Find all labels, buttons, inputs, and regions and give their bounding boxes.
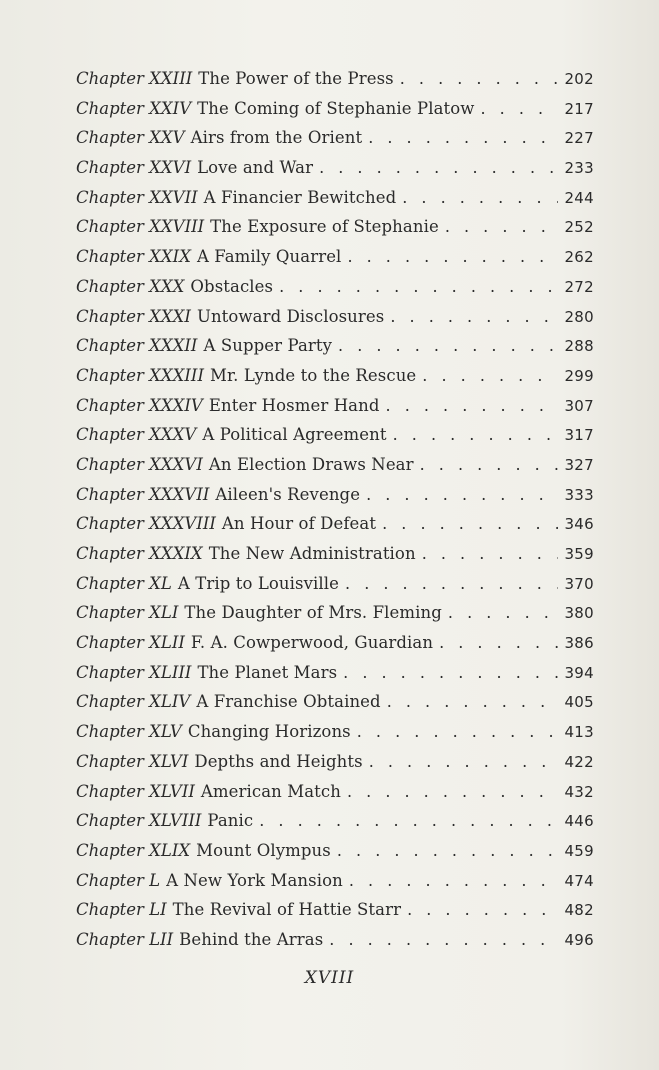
toc-entry: [76, 598, 594, 628]
page-folio: XVIII: [304, 968, 355, 988]
toc-entry: [76, 806, 594, 836]
chapter-number: Chapter XXXIII: [76, 365, 204, 385]
chapter-number: Chapter XXXVI: [76, 454, 203, 474]
dot-leader: [368, 123, 558, 153]
chapter-title: Obstacles: [190, 276, 274, 296]
page-number: 482: [564, 901, 594, 920]
toc-entry: [76, 212, 594, 242]
page-number: 446: [564, 812, 594, 831]
chapter-number: Chapter XXXI: [76, 306, 191, 326]
chapter-number: Chapter XLVII: [76, 781, 195, 801]
chapter-number: Chapter LI: [76, 900, 167, 920]
dot-leader: [357, 717, 559, 747]
dot-leader: [349, 866, 559, 896]
toc-entry: [76, 153, 594, 183]
toc-entry: [76, 509, 594, 539]
chapter-title: A New York Mansion: [166, 870, 343, 890]
toc-entry: [76, 94, 594, 124]
page-number: 380: [564, 604, 594, 623]
page-number: 394: [564, 663, 594, 682]
toc-entry: [76, 361, 594, 391]
page-number: 359: [564, 545, 594, 563]
chapter-number: Chapter XXXIX: [76, 544, 203, 563]
chapter-title: A Financier Bewitched: [203, 187, 397, 207]
chapter-number: Chapter XXXVIII: [76, 514, 216, 534]
toc-entry: [76, 539, 594, 569]
page-number: 288: [564, 337, 594, 356]
chapter-number: Chapter XLII: [76, 633, 185, 653]
toc-entry: [76, 302, 594, 332]
page-number: 272: [564, 277, 594, 296]
dot-leader: [407, 895, 558, 925]
chapter-title: The Coming of Stephanie Platow: [197, 98, 475, 118]
dot-leader: [386, 391, 559, 421]
chapter-number: Chapter XXV: [76, 128, 185, 148]
chapter-number: Chapter XXVII: [76, 187, 198, 207]
dot-leader: [400, 64, 559, 94]
page-number: 333: [564, 485, 594, 504]
toc-entry: [76, 777, 594, 807]
chapter-number: Chapter XLIV: [76, 692, 191, 712]
dot-leader: [387, 687, 559, 717]
dot-leader: [279, 272, 558, 302]
chapter-title: The Daughter of Mrs. Fleming: [184, 603, 442, 623]
dot-leader: [369, 747, 559, 777]
chapter-title: Aileen's Revenge: [215, 484, 361, 504]
toc-entry: [76, 450, 594, 480]
chapter-title: Mount Olympus: [196, 840, 331, 860]
chapter-title: A Trip to Louisville: [177, 573, 340, 593]
chapter-title: An Election Draws Near: [208, 454, 414, 474]
page-number: 252: [564, 218, 594, 237]
dot-leader: [259, 806, 558, 836]
chapter-title: A Family Quarrel: [196, 247, 342, 267]
toc-entry: [76, 569, 594, 599]
chapter-number: Chapter XXXIV: [76, 395, 203, 415]
chapter-number: Chapter XXXV: [76, 425, 197, 445]
page-number: 217: [564, 99, 594, 118]
page-number: 299: [564, 366, 594, 385]
dot-leader: [343, 658, 558, 688]
page-number: 202: [564, 70, 594, 88]
chapter-title: Airs from the Orient: [190, 128, 363, 148]
toc-entry: [76, 123, 594, 153]
chapter-number: Chapter XXIX: [76, 247, 191, 267]
toc-entry: [76, 836, 594, 866]
chapter-number: Chapter XXXII: [76, 336, 198, 356]
dot-leader: [445, 212, 559, 242]
chapter-number: Chapter XL: [76, 573, 172, 593]
toc-entry: [76, 687, 594, 717]
chapter-title: Panic: [207, 811, 254, 831]
chapter-number: Chapter XXIII: [76, 69, 193, 88]
dot-leader: [481, 94, 559, 124]
page-number: 280: [564, 307, 594, 326]
page-number: 422: [564, 752, 594, 771]
page-number: 386: [564, 634, 594, 653]
chapter-title: The New Administration: [208, 544, 416, 563]
chapter-title: Mr. Lynde to the Rescue: [209, 365, 417, 385]
toc-entry: [76, 925, 594, 955]
page-number: 262: [564, 248, 594, 267]
toc-entry: [76, 658, 594, 688]
dot-leader: [337, 836, 559, 866]
page-number: 317: [564, 426, 594, 445]
dot-leader: [448, 598, 559, 628]
dot-leader: [319, 153, 558, 183]
chapter-title: Enter Hosmer Hand: [208, 395, 380, 415]
chapter-title: The Exposure of Stephanie: [210, 217, 439, 237]
toc-entry: [76, 242, 594, 272]
chapter-number: Chapter XXIV: [76, 98, 192, 118]
page-number: 244: [564, 188, 594, 207]
dot-leader: [345, 569, 558, 599]
chapter-number: Chapter XLI: [76, 603, 179, 623]
chapter-title: The Power of the Press: [198, 69, 394, 88]
dot-leader: [338, 331, 558, 361]
dot-leader: [393, 420, 559, 450]
chapter-number: Chapter LII: [76, 929, 174, 949]
chapter-number: Chapter XXVI: [76, 158, 192, 178]
chapter-title: A Political Agreement: [202, 425, 387, 445]
chapter-title: A Franchise Obtained: [196, 692, 381, 712]
chapter-title: The Revival of Hattie Starr: [172, 900, 402, 920]
chapter-number: Chapter L: [76, 870, 161, 890]
chapter-number: Chapter XXXVII: [76, 484, 210, 504]
chapter-number: Chapter XLV: [76, 722, 182, 742]
chapter-number: Chapter XXVIII: [76, 217, 205, 237]
dot-leader: [390, 302, 558, 332]
chapter-title: F. A. Cowperwood, Guardian: [190, 633, 434, 653]
chapter-number: Chapter XLVIII: [76, 811, 202, 831]
dot-leader: [422, 361, 558, 391]
dot-leader: [366, 480, 558, 510]
dot-leader: [382, 509, 558, 539]
page-number: 346: [564, 515, 594, 534]
page-number: 496: [564, 930, 594, 949]
dot-leader: [439, 628, 558, 658]
dot-leader: [347, 242, 558, 272]
page-number: 233: [564, 159, 594, 178]
toc-entry: [76, 866, 594, 896]
chapter-number: Chapter XLIX: [76, 840, 191, 860]
toc-entry: [76, 272, 594, 302]
toc-entry: [76, 420, 594, 450]
toc-entry: [76, 717, 594, 747]
toc-entry: [76, 331, 594, 361]
page-number: 474: [564, 871, 594, 890]
toc-entry: [76, 628, 594, 658]
toc-entry: [76, 391, 594, 421]
dot-leader: [422, 539, 559, 569]
chapter-number: Chapter XXX: [76, 276, 185, 296]
chapter-title: Untoward Disclosures: [196, 306, 385, 326]
chapter-number: Chapter XLVI: [76, 751, 189, 771]
chapter-title: An Hour of Defeat: [221, 514, 377, 534]
toc-entry: [76, 64, 594, 94]
table-of-contents: [76, 64, 594, 955]
page-number: 370: [564, 574, 594, 593]
chapter-title: Changing Horizons: [187, 722, 351, 742]
dot-leader: [329, 925, 558, 955]
chapter-number: Chapter XLIII: [76, 662, 192, 682]
page-number: 227: [564, 129, 594, 148]
dot-leader: [420, 450, 559, 480]
dot-leader: [402, 183, 558, 213]
toc-entry: [76, 895, 594, 925]
dot-leader: [347, 777, 559, 807]
page-number: 413: [564, 723, 594, 742]
chapter-title: American Match: [200, 781, 341, 801]
chapter-title: Love and War: [197, 158, 314, 178]
chapter-title: Depths and Heights: [194, 751, 363, 771]
toc-entry: [76, 183, 594, 213]
toc-entry: [76, 480, 594, 510]
chapter-title: The Planet Mars: [197, 662, 338, 682]
page-number: 459: [564, 841, 594, 860]
page-number: 405: [564, 693, 594, 712]
page-number: 327: [564, 455, 594, 474]
chapter-title: Behind the Arras: [179, 929, 324, 949]
chapter-title: A Supper Party: [203, 336, 333, 356]
page-number: 432: [564, 782, 594, 801]
toc-entry: [76, 747, 594, 777]
page-number: 307: [564, 396, 594, 415]
